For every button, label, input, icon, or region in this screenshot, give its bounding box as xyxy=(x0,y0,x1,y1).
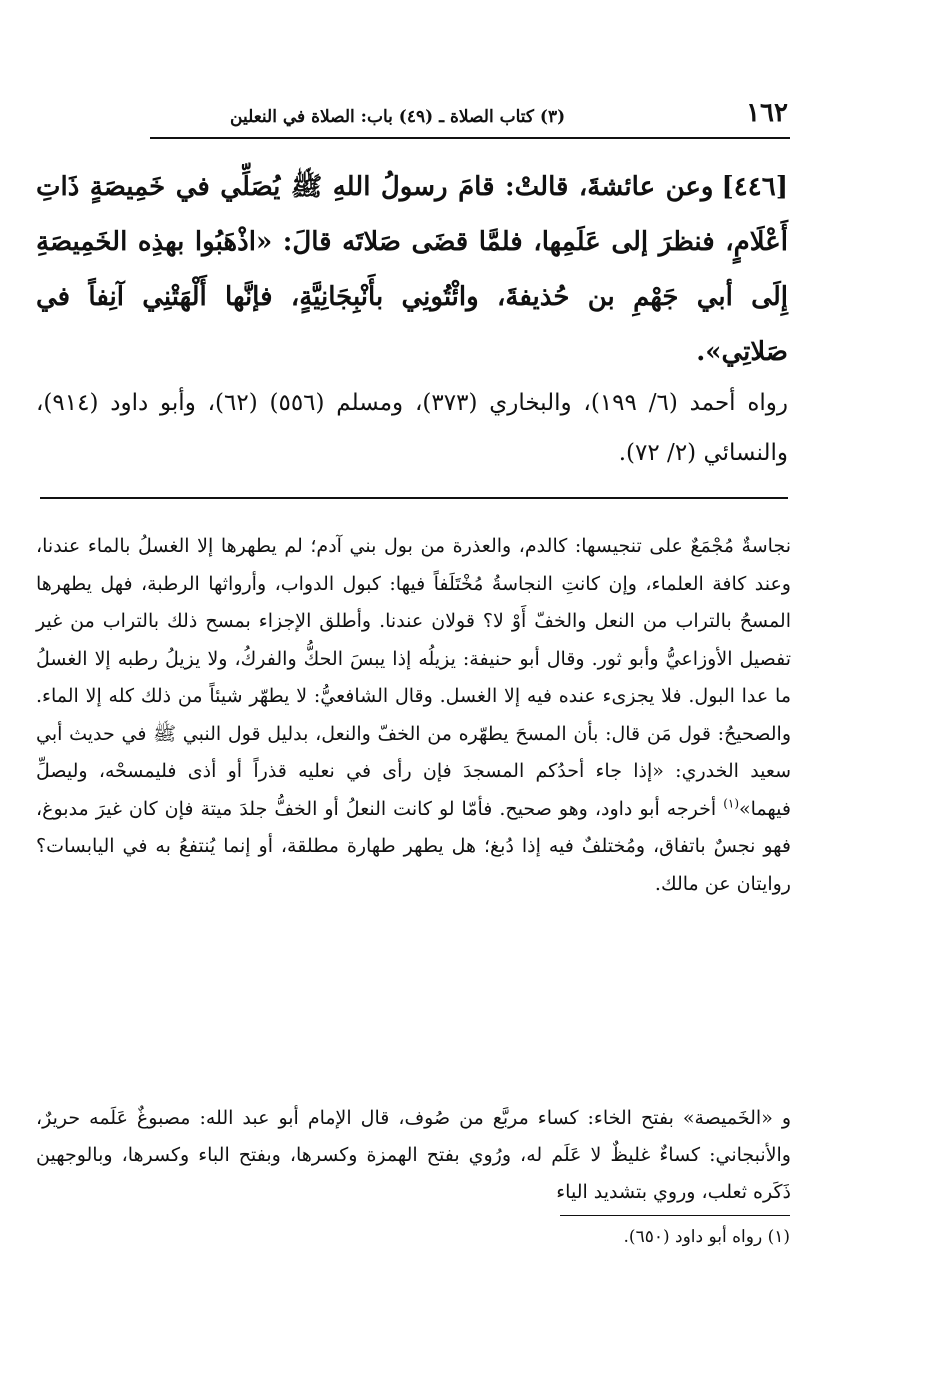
commentary-paragraph xyxy=(36,528,791,903)
gloss-text: و «الخَميصة» بفتح الخاء: كساء مربَّع من صُوف، قال الإمام أبو عبد الله: مصبوغٌ عَلَمه حريرٌ، والأنبجاني: كساءٌ غليظٌ لا عَلَم له، ورُوي بفتح الهمزة وكسرها، وبفتح الباء وكسرها، وبالوجهين ذَكَره ثعلب، وروي بتشديد الياء xyxy=(36,1107,791,1203)
hadith-paragraph xyxy=(36,160,788,380)
commentary-block xyxy=(36,528,791,903)
footnote-rule xyxy=(560,1215,790,1216)
footnote-ref: (١) xyxy=(723,796,740,811)
running-header xyxy=(150,96,790,132)
source-text: رواه أحمد (٦/ ١٩٩)، والبخاري (٣٧٣)، ومسلم (٥٥٦) (٦٢)، وأبو داود (٩١٤)، والنسائي (٢/ ٧٢). xyxy=(36,390,789,466)
gloss-block xyxy=(36,1100,791,1211)
section-divider xyxy=(40,497,788,499)
hadith-text: وعن عائشةَ، قالتْ: قامَ رسولُ اللهِ ﷺ يُصَلِّي في خَمِيصَةٍ ذَاتِ أَعْلَامٍ، فنظرَ إلى عَلَمِها، فلمَّا قضَى صَلاتَه قالَ: «اذْهَبُوا بهذِه الخَمِيصَةِ إِلَى أبي جَهْمِ بن حُذيفةَ، وائْتُونِي بأَنْبِجَانِيَّةٍ، فإنَّها أَلْهَتْنِي آنِفاً في صَلاتِي». xyxy=(36,172,788,367)
commentary-text-after: أخرجه أبو داود، وهو صحيح. فأمّا لو كانت النعلُ أو الخفُّ جلدَ ميتة فإن كان غيرَ مدبوغ، فهو نجسٌ باتفاق، ومُختلفٌ فيه إذا دُبغ؛ هل يطهر طهارة مطلقة، أو إنما يُنتفعُ به في اليابسات؟ روايتان عن مالك. xyxy=(36,797,791,895)
hadith-source xyxy=(36,378,788,478)
chapter-title: (٣) كتاب الصلاة ـ (٤٩) باب: الصلاة في النعلين xyxy=(230,107,566,127)
hadith-block xyxy=(36,160,788,380)
page-number: ١٦٢ xyxy=(746,98,788,128)
header-rule xyxy=(150,137,790,139)
commentary-text-before: نجاسةٌ مُجْمَعٌ على تنجيسها: كالدم، والعذرة من بول بني آدم؛ لم يطهرها إلا الغسلُ بالماء عندنا، وعند كافة العلماء، وإن كانتِ النجاسةُ مُخْتَلَفاً فيها: كبول الدواب، وأرواثها الرطبة، فهل يطهرها المسحُ بالتراب من النعل والخفّ أَوْ لا؟ قولان عندنا. وأطلق الإجزاء بمسح ذلك بالتراب من غير تفصيل الأوزاعيُّ وأبو ثور. وقال أبو حنيفة: يزيلُه إذا يبسَ الحكُّ والفركُ، ولا يزيلُ رطبه إلا الغسلُ ما عدا البول. فلا يجزىء عنده فيه إلا الغسل. وقال الشافعيُّ: لا يطهّر شيئاً من ذلك كله إلا الماء. والصحيحُ: قول مَن قال: بأن المسحَ يطهّره من الخفّ والنعل، بدليل قول النبي ﷺ في حديث أبي سعيد الخدري: «إذا جاء أحدُكم المسجدَ فإن رأى في نعليه قذراً أو أذى فليمسحْه، وليصلِّ فيهما» xyxy=(36,535,792,820)
hadith-number: [٤٤٦] xyxy=(721,172,788,202)
footnote-text: (١) رواه أبو داود (٦٥٠). xyxy=(623,1227,790,1247)
footnote xyxy=(380,1222,790,1252)
